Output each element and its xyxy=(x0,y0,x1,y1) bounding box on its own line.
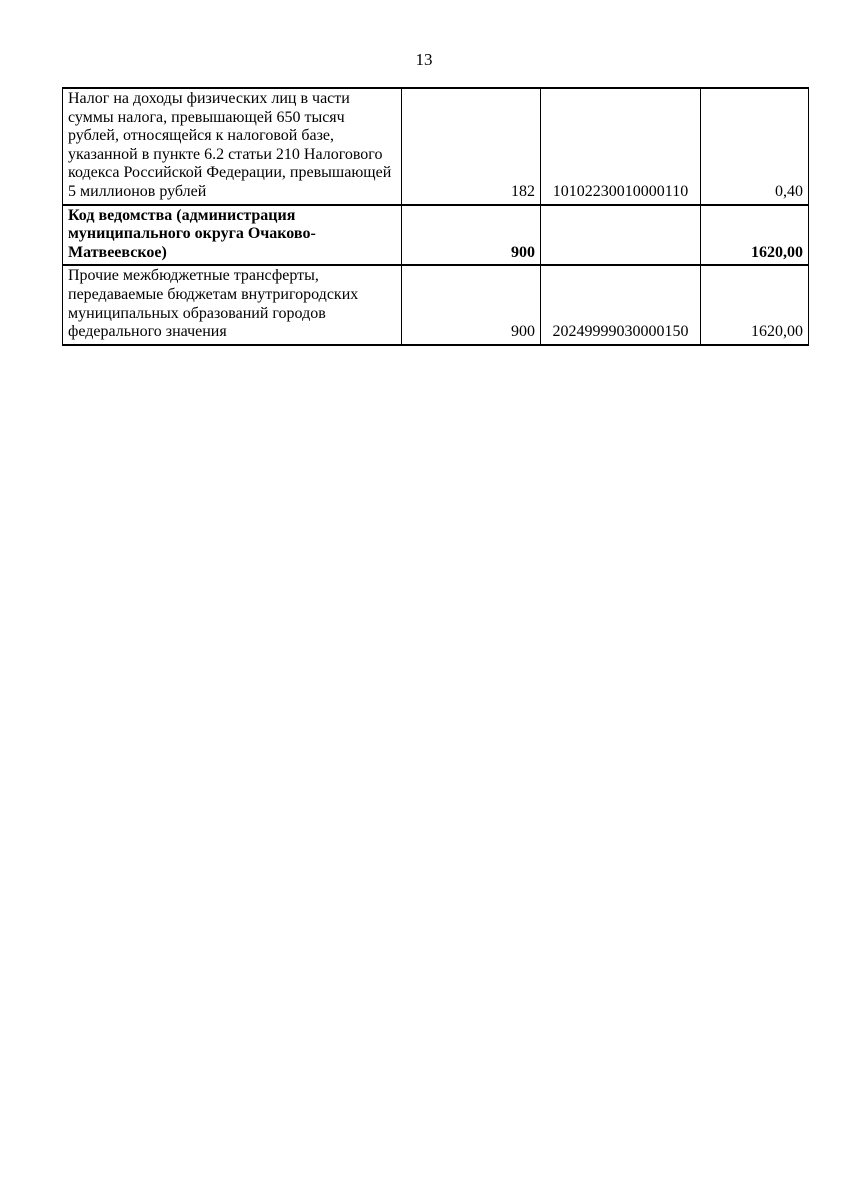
cell-amount: 1620,00 xyxy=(701,265,809,344)
table-row xyxy=(63,265,809,344)
cell-amount: 0,40 xyxy=(701,88,809,205)
cell-admin-code: 900 xyxy=(402,205,541,266)
page-number: 13 xyxy=(415,50,433,69)
cell-budget-code: 20249999030000150 xyxy=(541,265,701,344)
cell-description: Прочие межбюджетные трансферты, передаваемые бюджетам внутригородских муниципальных образований городов федерального значения xyxy=(63,265,402,344)
cell-admin-code: 182 xyxy=(402,88,541,205)
table-row xyxy=(63,205,809,266)
cell-budget-code xyxy=(541,205,701,266)
cell-description: Код ведомства (администрация муниципального округа Очаково-Матвеевское) xyxy=(63,205,402,266)
cell-amount: 1620,00 xyxy=(701,205,809,266)
budget-table xyxy=(62,87,809,346)
cell-budget-code: 10102230010000110 xyxy=(541,88,701,205)
cell-description: Налог на доходы физических лиц в части суммы налога, превышающей 650 тысяч рублей, относящейся к налоговой базе, указанной в пункте 6.2 статьи 210 Налогового кодекса Российской Федерации, превышающей 5 миллионов рублей xyxy=(63,88,402,205)
cell-admin-code: 900 xyxy=(402,265,541,344)
table-row xyxy=(63,88,809,205)
